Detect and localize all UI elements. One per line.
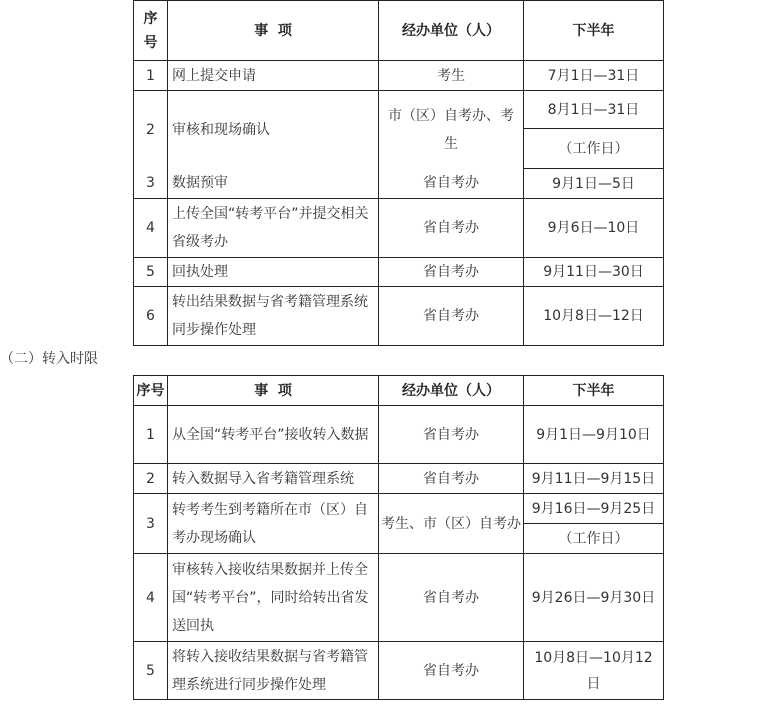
table-row bbox=[134, 258, 664, 287]
row-number: 4 bbox=[134, 199, 168, 258]
row-number: 6 bbox=[134, 287, 168, 346]
row-item: 上传全国“转考平台”并提交相关省级考办 bbox=[168, 199, 379, 258]
row-time-note: （工作日） bbox=[524, 129, 664, 169]
table-row bbox=[134, 406, 664, 464]
row-number: 2 bbox=[134, 464, 168, 494]
row-number: 2 bbox=[134, 91, 168, 169]
section-heading-transfer-in: （二）转入时限 bbox=[0, 351, 98, 367]
row-number: 1 bbox=[134, 61, 168, 91]
row-item: 审核和现场确认 bbox=[168, 91, 379, 169]
header-item: 事 项 bbox=[168, 1, 379, 61]
row-number: 1 bbox=[134, 406, 168, 464]
row-time: 9月26日—9月30日 bbox=[524, 554, 664, 642]
row-time: 9月11日—30日 bbox=[524, 258, 664, 287]
table-header-row bbox=[134, 376, 664, 406]
header-item: 事 项 bbox=[168, 376, 379, 406]
row-item: 将转入接收结果数据与省考籍管理系统进行同步操作处理 bbox=[168, 642, 379, 700]
row-time: 8月1日—31日 bbox=[524, 91, 664, 129]
row-item: 从全国“转考平台”接收转入数据 bbox=[168, 406, 379, 464]
table-row bbox=[134, 554, 664, 642]
header-period: 下半年 bbox=[524, 376, 664, 406]
table-row bbox=[134, 199, 664, 258]
row-unit: 省自考办 bbox=[379, 406, 524, 464]
row-time: 7月1日—31日 bbox=[524, 61, 664, 91]
table-row bbox=[134, 494, 664, 524]
row-time: 9月1日—9月10日 bbox=[524, 406, 664, 464]
row-number: 5 bbox=[134, 258, 168, 287]
row-time: 9月1日—5日 bbox=[524, 169, 664, 199]
transfer-in-table bbox=[133, 375, 664, 700]
row-unit: 市（区）自考办、考生 bbox=[379, 91, 524, 169]
row-item: 审核转入接收结果数据并上传全国“转考平台”，同时给转出省发送回执 bbox=[168, 554, 379, 642]
row-unit: 省自考办 bbox=[379, 287, 524, 346]
row-time: 10月8日—10月12日 bbox=[524, 642, 664, 700]
row-unit: 省自考办 bbox=[379, 258, 524, 287]
row-time: 9月16日—9月25日 bbox=[524, 494, 664, 524]
row-unit: 考生 bbox=[379, 61, 524, 91]
table-row bbox=[134, 91, 664, 129]
header-period: 下半年 bbox=[524, 1, 664, 61]
row-item: 网上提交申请 bbox=[168, 61, 379, 91]
table-row bbox=[134, 169, 664, 199]
table-row bbox=[134, 642, 664, 700]
table-row bbox=[134, 287, 664, 346]
table-row bbox=[134, 61, 664, 91]
header-seq: 序 号 bbox=[134, 1, 168, 61]
row-item: 转考考生到考籍所在市（区）自考办现场确认 bbox=[168, 494, 379, 554]
row-item: 转出结果数据与省考籍管理系统同步操作处理 bbox=[168, 287, 379, 346]
row-unit: 省自考办 bbox=[379, 199, 524, 258]
row-time: 10月8日—12日 bbox=[524, 287, 664, 346]
transfer-out-table bbox=[133, 0, 664, 346]
row-number: 3 bbox=[134, 169, 168, 199]
row-time: 9月6日—10日 bbox=[524, 199, 664, 258]
table-row bbox=[134, 464, 664, 494]
header-seq: 序号 bbox=[134, 376, 168, 406]
row-unit: 省自考办 bbox=[379, 464, 524, 494]
row-number: 4 bbox=[134, 554, 168, 642]
header-unit: 经办单位（人） bbox=[379, 1, 524, 61]
row-number: 3 bbox=[134, 494, 168, 554]
row-unit: 考生、市（区）自考办 bbox=[379, 494, 524, 554]
row-item: 数据预审 bbox=[168, 169, 379, 199]
row-time-note: （工作日） bbox=[524, 524, 664, 554]
row-number: 5 bbox=[134, 642, 168, 700]
row-unit: 省自考办 bbox=[379, 169, 524, 199]
row-time: 9月11日—9月15日 bbox=[524, 464, 664, 494]
header-unit: 经办单位（人） bbox=[379, 376, 524, 406]
row-item: 转入数据导入省考籍管理系统 bbox=[168, 464, 379, 494]
row-unit: 省自考办 bbox=[379, 642, 524, 700]
row-item: 回执处理 bbox=[168, 258, 379, 287]
table-header-row bbox=[134, 1, 664, 61]
row-unit: 省自考办 bbox=[379, 554, 524, 642]
